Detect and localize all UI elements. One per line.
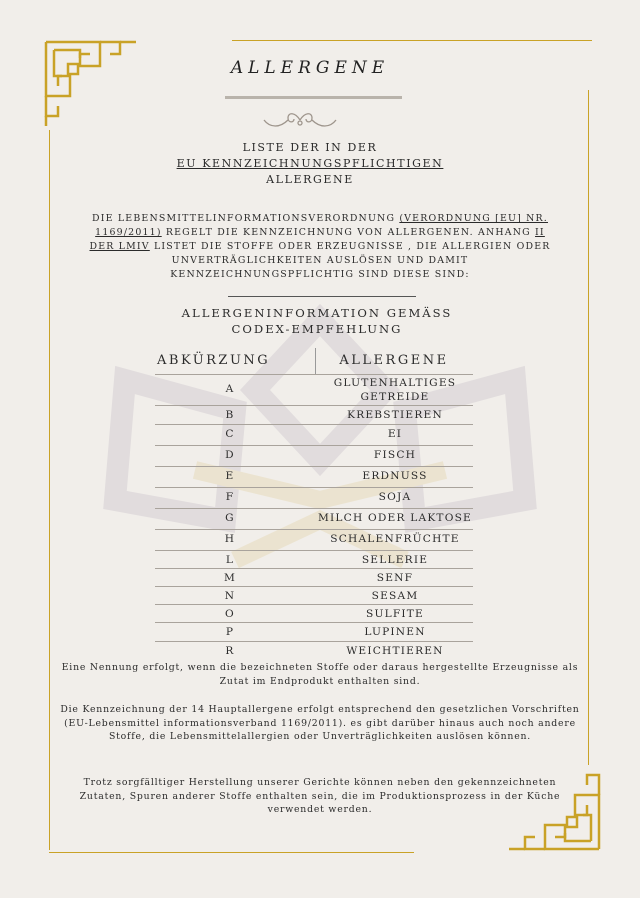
allergen-name: MILCH ODER LAKTOSE	[318, 512, 472, 524]
table-row	[155, 604, 473, 622]
table-row	[155, 466, 473, 487]
table-row	[155, 374, 473, 405]
intro-text-1: DIE LEBENSMITTELINFORMATIONSVERORDNUNG	[92, 213, 400, 224]
regulation-link[interactable]: (VERORDNUNG [EU] NR. 1169/2011)	[95, 213, 548, 238]
allergen-name: SESAM	[371, 590, 419, 602]
title-underline	[225, 96, 402, 99]
lmiv-link[interactable]: II DER LMIV	[89, 227, 545, 252]
frame-right-line	[588, 90, 589, 765]
allergen-name: LUPINEN	[364, 626, 426, 638]
table-row	[155, 445, 473, 466]
allergen-table	[155, 348, 473, 666]
table-body	[155, 374, 473, 666]
column-header-allergens: ALLERGENE	[339, 353, 449, 368]
table-header	[155, 348, 473, 374]
allergen-name: FISCH	[373, 449, 417, 461]
allergen-code: G	[225, 512, 235, 524]
allergen-code: L	[225, 554, 235, 566]
allergen-code: E	[225, 470, 235, 482]
codex-heading-line2: CODEX-EMPFEHLUNG	[231, 322, 403, 336]
corner-ornament-top-left	[40, 36, 240, 126]
allergen-code: M	[223, 572, 237, 584]
allergen-code: P	[225, 626, 235, 638]
intro-divider	[228, 296, 416, 297]
table-row	[155, 405, 473, 424]
note-paragraph-3: Trotz sorgfälltiger Herstellung unserer Gerichte können neben den gekennzeichneten Zutaten, Spuren anderer Stoffe enthalten sein, die im Produktionsprozess in der Küche verwendet werden.	[79, 777, 561, 815]
intro-text-3: LISTET DIE STOFFE ODER ERZEUGNISSE , DIE ALLERGIEN ODER UNVERTRÄGLICHKEITEN AUSLÖSEN UND DAMIT KENNZEICHNUNGSPFLICHTIG SIND DIESE SIND:	[149, 241, 551, 280]
list-heading	[0, 140, 620, 188]
table-row	[155, 622, 473, 641]
frame-bottom-line	[49, 852, 414, 853]
table-row	[155, 586, 473, 604]
codex-heading-line1: ALLERGENINFORMATION GEMÄSS	[181, 306, 453, 320]
allergen-code: D	[225, 449, 235, 461]
intro-text-2: REGELT DIE KENNZEICHNUNG VON ALLERGENEN. ANHANG	[161, 227, 536, 238]
table-row	[155, 529, 473, 550]
allergen-name: ERDNUSS	[362, 470, 428, 482]
allergen-name: SELLERIE	[361, 554, 429, 566]
allergen-code: B	[225, 409, 235, 421]
page-title: ALLERGENE	[230, 58, 390, 78]
allergen-name: WEICHTIEREN	[346, 645, 444, 657]
scroll-flourish-icon	[260, 110, 340, 130]
frame-left-line	[49, 130, 50, 850]
allergen-name: SENF	[376, 572, 414, 584]
allergen-name: GLUTENHALTIGES GETREIDE	[333, 377, 457, 403]
list-heading-line2: EU KENNZEICHNUNGSPFLICHTIGEN	[176, 157, 444, 170]
note-paragraph-1: Eine Nennung erfolgt, wenn die bezeichneten Stoffe oder daraus hergestellte Erzeugnisse als Zutat im Endprodukt enthalten sind.	[61, 662, 579, 687]
intro-paragraph	[88, 212, 552, 282]
allergen-code: N	[224, 590, 236, 602]
allergen-code: O	[225, 608, 235, 620]
allergen-code: H	[224, 533, 236, 545]
column-header-abbreviation: ABKÜRZUNG	[157, 353, 271, 368]
allergen-name: KREBSTIEREN	[347, 409, 443, 421]
allergen-code: R	[225, 645, 235, 657]
allergen-code: A	[225, 383, 235, 395]
table-row	[155, 424, 473, 445]
table-row	[155, 487, 473, 508]
note-paragraph-2: Die Kennzeichnung der 14 Hauptallergene erfolgt entsprechend den gesetzlichen Vorschriften (EU-Lebensmittel informationsverband 1169/2011). es gibt darüber hinaus auch noch andere Stoffe, die Lebensmittelallergien oder Unverträglichkeiten auslösen können.	[60, 704, 580, 742]
codex-heading	[0, 305, 634, 337]
table-row	[155, 550, 473, 568]
frame-top-line	[232, 40, 592, 41]
allergen-name: SCHALENFRÜCHTE	[330, 533, 460, 545]
list-heading-line3: ALLERGENE	[266, 173, 354, 186]
list-heading-line1: LISTE DER IN DER	[242, 141, 378, 154]
table-row	[155, 508, 473, 529]
allergen-name: SULFITE	[366, 608, 424, 620]
allergen-name: SOJA	[378, 491, 412, 503]
allergen-code: C	[225, 428, 235, 440]
table-row	[155, 568, 473, 586]
allergen-code: F	[225, 491, 235, 503]
allergen-name: EI	[387, 428, 403, 440]
